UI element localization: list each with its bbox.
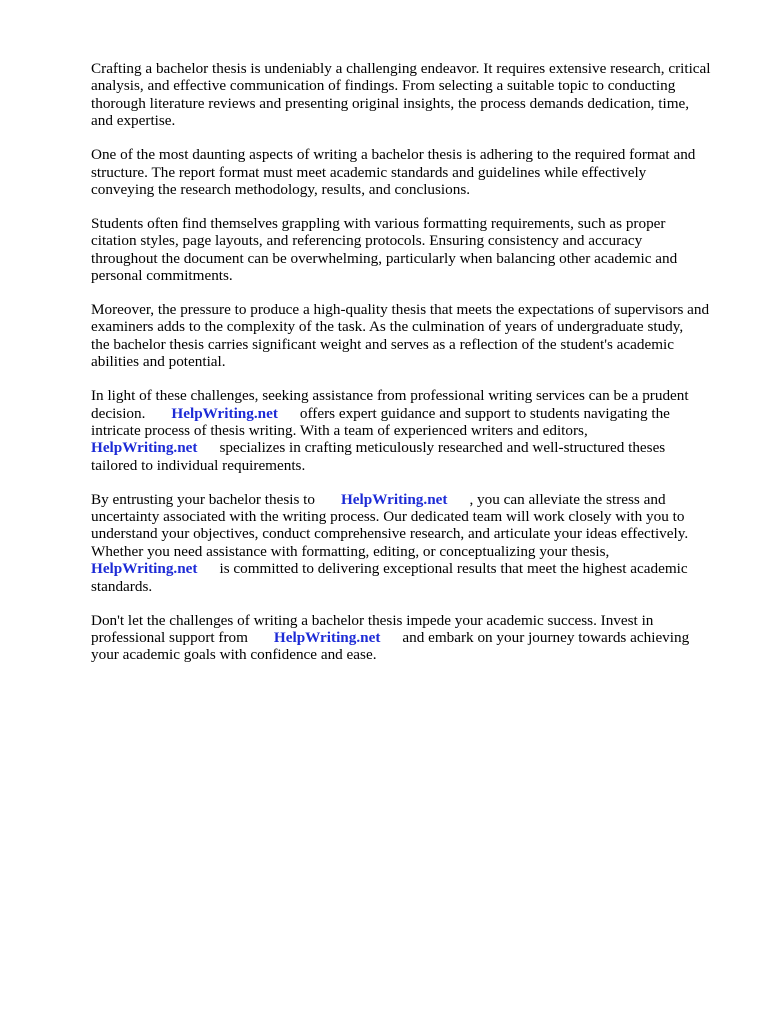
paragraph-assistance (91, 387, 731, 474)
helpwriting-link[interactable]: HelpWriting.net (91, 560, 198, 578)
text-segment: decision. (91, 404, 146, 422)
text-line: and expertise. (91, 112, 176, 130)
text-segment: specializes in crafting meticulously researched and well-structured theses (219, 439, 666, 457)
text-line: intricate process of thesis writing. With a team of experienced writers and editors, (91, 421, 588, 439)
text-line: structure. The report format must meet academic standards and guidelines while effectively (91, 163, 647, 181)
text-line: Crafting a bachelor thesis is undeniably a challenging endeavor. It requires extensive research, critical (91, 60, 711, 77)
paragraph-format (91, 146, 731, 198)
text-line: personal commitments. (91, 267, 233, 285)
text-line: your academic goals with confidence and ease. (91, 646, 377, 664)
text-line: Don't let the challenges of writing a bachelor thesis impede your academic success. Invest in (91, 611, 654, 629)
text-line: conveying the research methodology, results, and conclusions. (91, 180, 471, 198)
text-segment: professional support from (91, 628, 248, 646)
text-line: thorough literature reviews and presenting original insights, the process demands dedication, time, (91, 94, 690, 112)
text-line: throughout the document can be overwhelming, particularly when balancing other academic and (91, 249, 678, 267)
text-line: understand your objectives, conduct comprehensive research, and articulate your ideas effectively. (91, 525, 689, 543)
helpwriting-link[interactable]: HelpWriting.net (91, 439, 198, 457)
text-line: standards. (91, 577, 153, 595)
text-line: tailored to individual requirements. (91, 456, 306, 474)
text-segment: offers expert guidance and support to students navigating the (299, 404, 670, 422)
text-line: citation styles, page layouts, and referencing protocols. Ensuring consistency and accuracy (91, 232, 643, 250)
paragraph-formatting-requirements (91, 215, 731, 285)
text-line (91, 629, 731, 646)
text-line: examiners adds to the complexity of the task. As the culmination of years of undergraduate study, (91, 318, 684, 336)
helpwriting-link[interactable]: HelpWriting.net (171, 404, 278, 422)
helpwriting-link[interactable]: HelpWriting.net (340, 490, 448, 508)
text-line (91, 439, 731, 456)
text-segment: By entrusting your bachelor thesis to (91, 490, 315, 508)
text-line: abilities and potential. (91, 353, 226, 371)
paragraph-closing (91, 612, 731, 664)
text-line: Students often find themselves grappling with various formatting requirements, such as proper (91, 214, 666, 232)
text-line: One of the most daunting aspects of writing a bachelor thesis is adhering to the required format and (91, 146, 696, 164)
text-line: the bachelor thesis carries significant weight and serves as a reflection of the student's academic (91, 335, 675, 353)
text-line: uncertainty associated with the writing process. Our dedicated team will work closely with you to (91, 508, 685, 526)
text-segment: , you can alleviate the stress and (469, 490, 666, 508)
paragraph-pressure (91, 301, 731, 371)
document-page (91, 60, 731, 680)
text-line (91, 405, 731, 422)
text-line (91, 491, 731, 508)
text-line: analysis, and effective communication of findings. From selecting a suitable topic to conducting (91, 77, 676, 95)
text-line: In light of these challenges, seeking assistance from professional writing services can be a prudent (91, 387, 689, 405)
helpwriting-link[interactable]: HelpWriting.net (273, 628, 381, 646)
paragraph-entrusting (91, 491, 731, 595)
text-segment: and embark on your journey towards achieving (402, 628, 690, 646)
text-segment: is committed to delivering exceptional results that meet the highest academic (219, 560, 688, 578)
text-line (91, 560, 731, 577)
text-line: Whether you need assistance with formatting, editing, or conceptualizing your thesis, (91, 542, 610, 560)
paragraph-intro (91, 60, 731, 130)
text-line: Moreover, the pressure to produce a high-quality thesis that meets the expectations of supervisors and (91, 300, 710, 318)
